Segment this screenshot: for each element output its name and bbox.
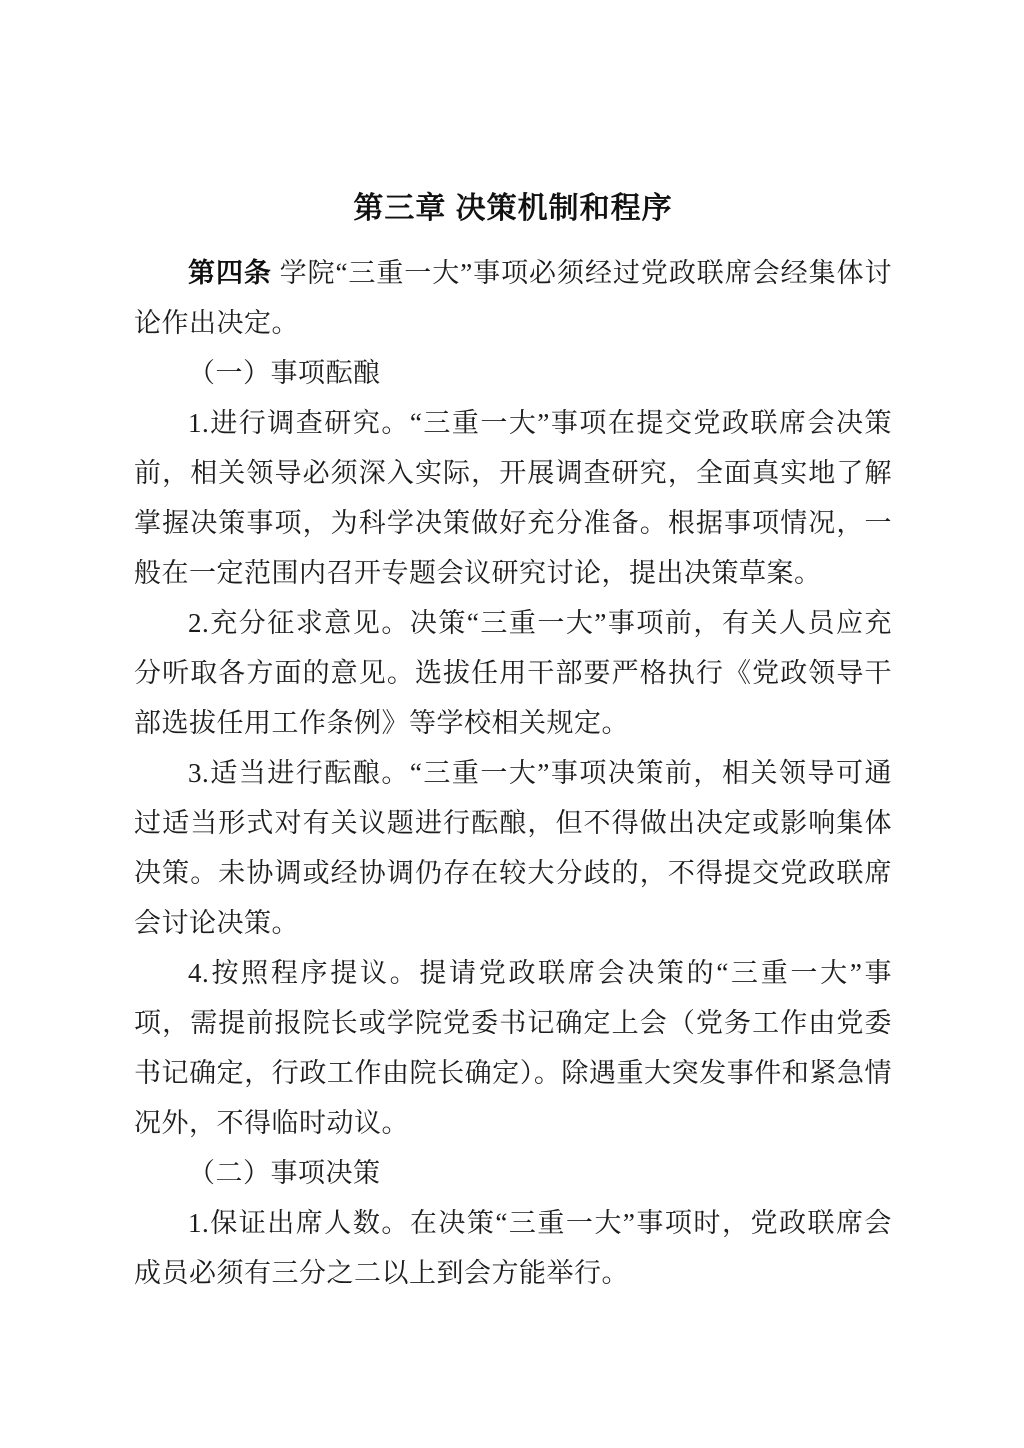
paragraph-run: 学院“三重一大”事项必须经过党政联席会经集体讨论作出决定。 — [134, 258, 892, 338]
paragraph-run: （一）事项酝酿 — [188, 358, 381, 388]
paragraph — [134, 748, 892, 948]
paragraph-run: 4.按照程序提议。提请党政联席会决策的“三重一大”事项，需提前报院长或学院党委书记确定上会（党务工作由党委书记确定，行政工作由院长确定）。除遇重大突发事件和紧急情况外，不得临时动议。 — [134, 958, 892, 1138]
paragraph — [134, 948, 892, 1148]
paragraph-run-bold: 第四条 — [188, 258, 280, 288]
paragraph-run: 1.保证出席人数。在决策“三重一大”事项时，党政联席会成员必须有三分之二以上到会方能举行。 — [134, 1208, 892, 1288]
paragraph — [134, 398, 892, 598]
paragraph-container — [134, 248, 892, 1298]
paragraph-run: 1.进行调查研究。“三重一大”事项在提交党政联席会决策前，相关领导必须深入实际，开展调查研究，全面真实地了解掌握决策事项，为科学决策做好充分准备。根据事项情况，一般在一定范围内召开专题会议研究讨论，提出决策草案。 — [134, 408, 892, 588]
chapter-title: 第三章 决策机制和程序 — [353, 192, 673, 225]
document-content — [134, 186, 892, 1298]
paragraph-run: （二）事项决策 — [188, 1158, 381, 1188]
paragraph — [134, 248, 892, 348]
paragraph-run: 2.充分征求意见。决策“三重一大”事项前，有关人员应充分听取各方面的意见。选拔任用干部要严格执行《党政领导干部选拔任用工作条例》等学校相关规定。 — [134, 608, 892, 738]
paragraph — [134, 1148, 892, 1198]
paragraph — [134, 1198, 892, 1298]
paragraph — [134, 348, 892, 398]
paragraph-run: 3.适当进行酝酿。“三重一大”事项决策前，相关领导可通过适当形式对有关议题进行酝酿，但不得做出决定或影响集体决策。未协调或经协调仍存在较大分歧的，不得提交党政联席会讨论决策。 — [134, 758, 892, 938]
paragraph — [134, 598, 892, 748]
